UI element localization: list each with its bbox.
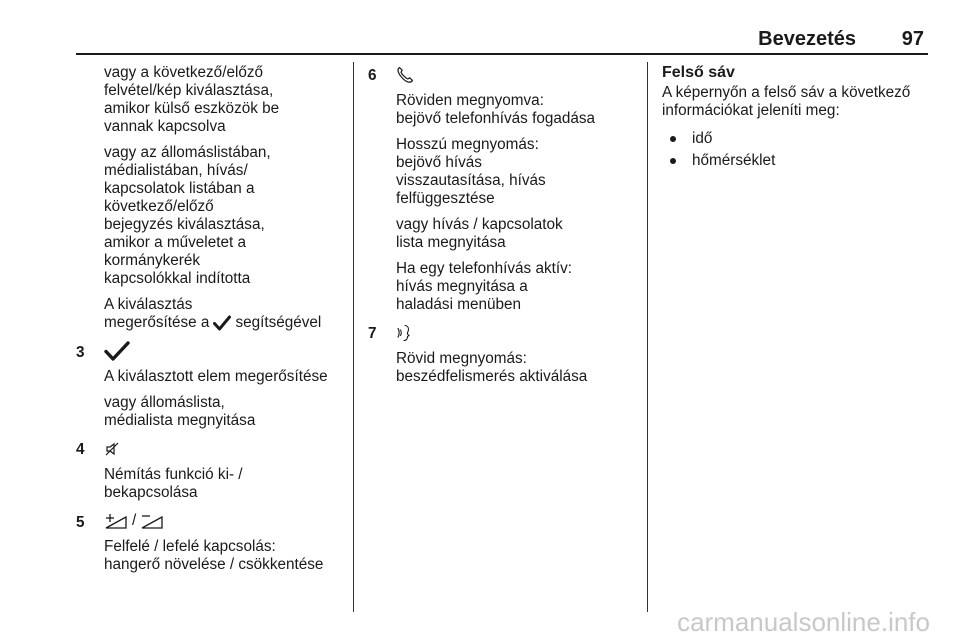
paragraph-intro	[662, 84, 932, 120]
text-line: bekapcsolása	[104, 484, 198, 501]
text-line: lista megnyitása	[396, 234, 506, 251]
paragraph	[396, 92, 638, 128]
text-line: vagy az állomáslistában,	[104, 144, 271, 161]
icon-row	[396, 64, 638, 86]
text-line: Rövid megnyomás:	[396, 350, 527, 367]
text-line	[104, 314, 351, 332]
text-line: A kiválasztott elem megerősítése	[104, 368, 328, 385]
item-number: 3	[76, 344, 85, 361]
text-line: vagy hívás / kapcsolatok	[396, 216, 563, 233]
voice-icon	[396, 324, 412, 342]
paragraph	[104, 394, 351, 430]
bullet-list	[662, 130, 932, 170]
text-line: médialista megnyitása	[104, 412, 256, 429]
icon-row	[396, 322, 638, 344]
text-line: bejövő telefonhívás fogadása	[396, 110, 596, 127]
column-2	[368, 64, 638, 394]
list-item: idő	[662, 130, 932, 148]
text-line: Hosszú megnyomás:	[396, 136, 539, 153]
page-header	[76, 28, 928, 52]
text-line: bejövő hívás	[396, 154, 482, 171]
text-line: kormánykerék	[104, 252, 201, 269]
list-item: hőmérséklet	[662, 152, 932, 170]
text-line: Felfelé / lefelé kapcsolás:	[104, 538, 276, 555]
item-number: 7	[368, 325, 377, 342]
paragraph	[396, 350, 638, 386]
paragraph-list-selection	[104, 144, 351, 288]
check-icon	[213, 315, 231, 331]
text-line: kapcsolatok listában a	[104, 180, 255, 197]
column-1	[76, 64, 351, 582]
text-line: kapcsolókkal indította	[104, 270, 251, 287]
text-line: bejegyzés kiválasztása,	[104, 216, 265, 233]
paragraph	[104, 538, 351, 574]
paragraph-next-prev-external	[104, 64, 351, 136]
icon-row	[104, 340, 351, 362]
text-line: vannak kapcsolva	[104, 118, 226, 135]
text-fragment: segítségével	[235, 314, 322, 331]
icon-row	[104, 438, 351, 460]
item-4	[76, 438, 351, 502]
text-line: Röviden megnyomva:	[396, 92, 544, 109]
item-number: 4	[76, 441, 85, 458]
item-number: 6	[368, 67, 377, 84]
text-line: felvétel/kép kiválasztása,	[104, 82, 274, 99]
column-divider-1	[353, 62, 354, 612]
phone-icon	[396, 66, 414, 84]
text-line: információkat jeleníti meg:	[662, 102, 840, 119]
paragraph	[396, 216, 638, 252]
text-line: A képernyőn a felső sáv a következő	[662, 84, 911, 101]
text-line: amikor a műveletet a	[104, 234, 246, 251]
text-line: haladási menüben	[396, 296, 522, 313]
separator: /	[132, 512, 137, 529]
item-6	[368, 64, 638, 314]
text-line: hangerő növelése / csökkentése	[104, 556, 324, 573]
paragraph	[104, 466, 351, 502]
text-line: vagy állomáslista,	[104, 394, 225, 411]
paragraph	[396, 260, 638, 314]
text-fragment: megerősítése a	[104, 314, 210, 331]
header-rule	[76, 53, 928, 55]
section-title: Felső sáv	[662, 64, 735, 81]
column-3	[662, 64, 932, 174]
item-number: 5	[76, 514, 85, 531]
text-line: Ha egy telefonhívás aktív:	[396, 260, 573, 277]
check-icon	[104, 341, 130, 361]
text-line: médialistában, hívás/	[104, 162, 248, 179]
paragraph	[396, 136, 638, 208]
icon-row	[104, 510, 351, 532]
text-line: következő/előző	[104, 198, 214, 215]
text-line: visszautasítása, hívás	[396, 172, 546, 189]
volume-down-icon	[140, 512, 164, 530]
item-7	[368, 322, 638, 386]
text-line: felfüggesztése	[396, 190, 495, 207]
item-3	[76, 340, 351, 430]
page-number: 97	[901, 28, 924, 50]
text-line: vagy a következő/előző	[104, 64, 264, 81]
text-line: hívás megnyitása a	[396, 278, 528, 295]
paragraph-confirm-selection	[104, 296, 351, 332]
volume-up-icon	[104, 512, 128, 530]
mute-icon	[104, 441, 120, 457]
item-5	[76, 510, 351, 574]
page-title: Bevezetés	[758, 28, 856, 50]
text-line: A kiválasztás	[104, 296, 193, 313]
watermark: carmanualsonline.info	[677, 607, 930, 637]
text-line: beszédfelismerés aktiválása	[396, 368, 588, 385]
text-line: Némítás funkció ki- /	[104, 466, 243, 483]
text-line: amikor külső eszközök be	[104, 100, 280, 117]
column-divider-2	[647, 62, 648, 612]
